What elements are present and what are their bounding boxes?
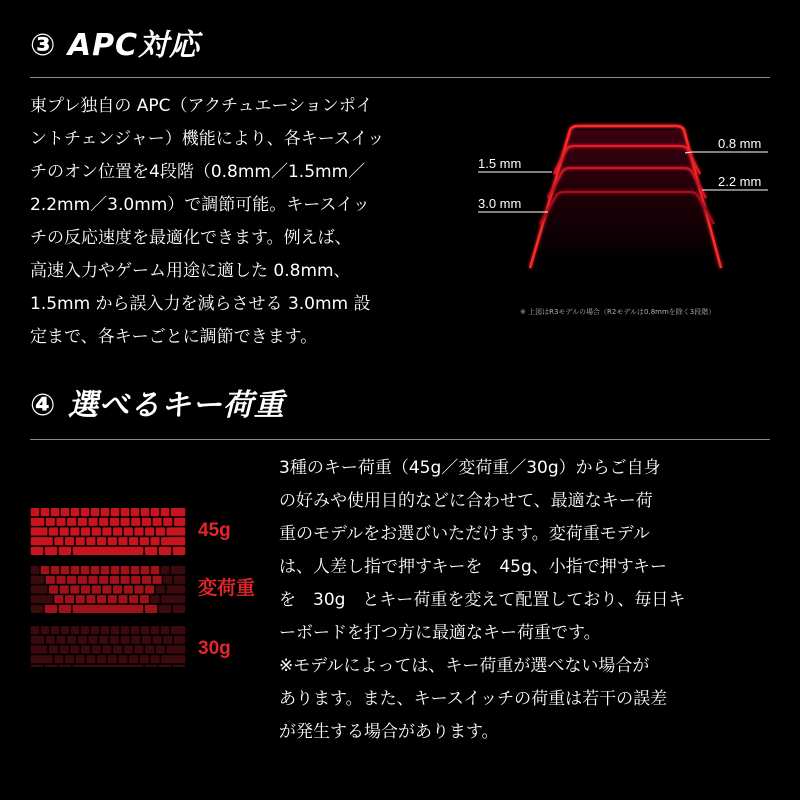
keycap: [81, 585, 90, 593]
keycap: [31, 585, 48, 593]
keycap: [41, 508, 50, 516]
keycap: [86, 595, 95, 603]
description-line: あります。また、キースイッチの荷重は若干の誤差: [279, 689, 668, 709]
keycap: [81, 566, 90, 574]
keycap: [46, 518, 55, 526]
keycap: [171, 566, 186, 574]
keycap: [101, 508, 110, 516]
description-line: の好みや使用目的などに合わせて、最適なキー荷: [279, 491, 653, 511]
keycap: [61, 508, 70, 516]
keycap: [49, 527, 58, 535]
keycap: [159, 665, 171, 667]
description-line: チの反応速度を最適化できます。例えば、: [30, 228, 352, 248]
keyboard-45g: [31, 508, 186, 555]
description-line: 3種のキー荷重（45g／変荷重／30g）からご自身: [279, 458, 661, 478]
section-4-divider: [30, 439, 770, 440]
keycap: [31, 645, 48, 653]
keycap: [161, 508, 170, 516]
keycap: [73, 605, 144, 613]
keycap: [51, 566, 60, 574]
keycap: [59, 605, 71, 613]
keycap: [171, 626, 186, 634]
keycap: [97, 537, 106, 545]
keycap: [150, 537, 159, 545]
keycap: [121, 636, 130, 644]
keycap: [70, 585, 79, 593]
keycap: [141, 508, 150, 516]
keycap: [31, 595, 53, 603]
keycap: [174, 636, 185, 644]
keycap: [92, 645, 101, 653]
keycap: [140, 595, 149, 603]
description-line: 東プレ独自の APC（アクチュエーションポイ: [30, 96, 373, 116]
keycap: [102, 585, 111, 593]
key-weight-keyboards: [30, 502, 265, 667]
keycap: [171, 508, 186, 516]
keycap: [131, 518, 140, 526]
keycap: [121, 508, 130, 516]
keycap: [81, 508, 90, 516]
keycap: [142, 518, 151, 526]
keycap: [88, 576, 97, 584]
description-line: ーボードを打つ方に最適なキー荷重です。: [279, 623, 601, 643]
keycap: [54, 655, 63, 663]
keycap: [61, 566, 70, 574]
keycap: [153, 636, 162, 644]
keycap: [131, 566, 140, 574]
keycap: [31, 566, 40, 574]
keycap: [113, 585, 122, 593]
keycap: [45, 547, 57, 555]
keycap: [166, 527, 185, 535]
keycap: [67, 636, 76, 644]
keycap: [110, 636, 119, 644]
keycap: [81, 645, 90, 653]
keycap: [88, 636, 97, 644]
keycap: [161, 626, 170, 634]
keycap: [51, 508, 60, 516]
keycap: [49, 585, 58, 593]
keycap: [173, 605, 185, 613]
keycap: [156, 527, 165, 535]
keycap: [101, 566, 110, 574]
keycap: [161, 655, 185, 663]
keyboard-variable-weight: [31, 566, 186, 613]
keycap: [110, 576, 119, 584]
keycap: [70, 645, 79, 653]
keycap: [145, 665, 157, 667]
keycap: [151, 566, 160, 574]
keycap: [142, 636, 151, 644]
keycap: [81, 527, 90, 535]
keycap: [97, 655, 106, 663]
keycap: [159, 605, 171, 613]
keycap: [131, 636, 140, 644]
description-line: は、人差し指で押すキーを 45g、小指で押すキー: [279, 557, 668, 577]
keycap: [45, 605, 57, 613]
description-line: が発生する場合があります。: [279, 722, 499, 742]
keycap: [60, 645, 69, 653]
keycap: [76, 537, 85, 545]
keycap: [163, 636, 172, 644]
label-1-5mm: 1.5 mm: [478, 156, 522, 171]
keycap: [140, 655, 149, 663]
section-4-heading: ④ 選べるキー荷重: [30, 388, 285, 423]
keycap: [31, 636, 44, 644]
keycap: [110, 518, 119, 526]
label-0-8mm: 0.8 mm: [718, 136, 762, 151]
keycap: [91, 626, 100, 634]
section-3-description: [30, 90, 450, 354]
keycap: [124, 585, 133, 593]
keycap: [113, 527, 122, 535]
section-3-divider: [30, 77, 770, 78]
keycap: [161, 595, 185, 603]
keycap: [31, 547, 43, 555]
keycap: [59, 665, 71, 667]
keycap: [134, 645, 143, 653]
keycap-shadow: [530, 130, 721, 268]
keycap: [54, 595, 63, 603]
keycap: [145, 645, 154, 653]
keycap: [71, 508, 80, 516]
keycap: [70, 527, 79, 535]
keycap: [163, 518, 172, 526]
keycap: [156, 645, 165, 653]
keycap: [113, 645, 122, 653]
keycap: [153, 576, 162, 584]
keycap: [67, 518, 76, 526]
keycap: [150, 655, 159, 663]
keycap: [31, 537, 53, 545]
keycap: [166, 585, 185, 593]
keycap: [124, 645, 133, 653]
keycap: [151, 508, 160, 516]
keycap: [31, 576, 44, 584]
keycap: [121, 626, 130, 634]
keycap: [121, 518, 130, 526]
keycap: [91, 508, 100, 516]
description-line: 2.2mm／3.0mm）で調節可能。キースイッ: [30, 195, 370, 215]
keycap: [76, 655, 85, 663]
keycap: [65, 595, 74, 603]
keycap: [134, 527, 143, 535]
keycap: [141, 566, 150, 574]
keycap: [41, 566, 50, 574]
keycap: [118, 537, 127, 545]
keycap: [73, 665, 144, 667]
keycap: [159, 547, 171, 555]
keycap: [173, 547, 185, 555]
label-3-0mm: 3.0 mm: [478, 196, 522, 211]
keycap: [91, 566, 100, 574]
description-line: 定まで、各キーごとに調節できます。: [30, 327, 318, 347]
keycap: [51, 626, 60, 634]
keycap: [141, 626, 150, 634]
keycap: [121, 566, 130, 574]
keycap: [78, 518, 87, 526]
keycap: [31, 605, 43, 613]
figure-note: ※ 上図はR3モデルの場合（R2モデルは0.8mmを除く3段階）: [520, 308, 716, 316]
keycap: [108, 595, 117, 603]
label-30g: 30g: [198, 638, 231, 659]
keycap: [142, 576, 151, 584]
keycap: [71, 626, 80, 634]
keycap: [31, 527, 48, 535]
keycap: [92, 527, 101, 535]
description-line: 重のモデルをお選びいただけます。変荷重モデル: [279, 524, 650, 544]
label-45g: 45g: [198, 520, 231, 541]
keycap: [174, 518, 185, 526]
keycap: [129, 595, 138, 603]
keycap: [153, 518, 162, 526]
description-line: チのオン位置を4段階（0.8mm／1.5mm／: [30, 162, 366, 182]
keycap: [31, 665, 43, 667]
keycap: [78, 576, 87, 584]
section-4-description: [279, 452, 779, 749]
keycap: [140, 537, 149, 545]
keycap: [56, 636, 65, 644]
keycap: [121, 576, 130, 584]
keycap: [99, 576, 108, 584]
keycap: [41, 626, 50, 634]
keycap: [111, 508, 120, 516]
keycap: [65, 537, 74, 545]
keycap: [88, 518, 97, 526]
keycap: [86, 655, 95, 663]
apc-actuation-diagram: [468, 118, 778, 318]
keycap: [78, 636, 87, 644]
keycap: [118, 655, 127, 663]
keycap: [60, 585, 69, 593]
keycap: [102, 645, 111, 653]
keycap: [65, 655, 74, 663]
keycap: [145, 547, 157, 555]
description-line: 高速入力やゲーム用途に適した 0.8mm、: [30, 261, 351, 281]
keycap: [76, 595, 85, 603]
keycap: [99, 518, 108, 526]
keycap: [59, 547, 71, 555]
keycap: [31, 508, 40, 516]
description-line: を 30g とキー荷重を変えて配置しており、毎日キ: [279, 590, 686, 610]
keycap: [124, 527, 133, 535]
keycap: [54, 537, 63, 545]
keycap: [49, 645, 58, 653]
keycap: [108, 655, 117, 663]
keyboard-30g: [31, 626, 186, 667]
keycap: [67, 576, 76, 584]
keycap: [163, 576, 172, 584]
keycap: [86, 537, 95, 545]
keycap: [150, 595, 159, 603]
keycap: [131, 508, 140, 516]
keycap: [174, 576, 185, 584]
keycap: [56, 518, 65, 526]
label-variable-weight: 変荷重: [198, 578, 256, 599]
keycap: [145, 605, 157, 613]
description-line: ※モデルによっては、キー荷重が選べない場合が: [279, 656, 650, 676]
keycap: [61, 626, 70, 634]
keycap: [73, 547, 144, 555]
keycap: [45, 665, 57, 667]
keycap: [31, 518, 44, 526]
keycap: [173, 665, 185, 667]
keycap: [151, 626, 160, 634]
keycap: [56, 576, 65, 584]
keycap: [129, 537, 138, 545]
keycap: [99, 636, 108, 644]
keycap: [145, 527, 154, 535]
keycap: [102, 527, 111, 535]
keycap: [81, 626, 90, 634]
keycap: [145, 585, 154, 593]
keycap: [31, 626, 40, 634]
keycap: [46, 576, 55, 584]
keycap: [60, 527, 69, 535]
keycap: [161, 566, 170, 574]
keycap: [46, 636, 55, 644]
keycap: [131, 626, 140, 634]
keycap: [71, 566, 80, 574]
keycap: [101, 626, 110, 634]
keycap: [166, 645, 185, 653]
label-2-2mm: 2.2 mm: [718, 174, 762, 189]
description-line: 1.5mm から誤入力を減らさせる 3.0mm 設: [30, 294, 371, 314]
description-line: ントチェンジャー）機能により、各キースイッ: [30, 129, 385, 149]
keycap: [111, 626, 120, 634]
keycap: [108, 537, 117, 545]
keycap: [161, 537, 185, 545]
keycap: [131, 576, 140, 584]
keycap: [118, 595, 127, 603]
keycap: [129, 655, 138, 663]
keycap: [31, 655, 53, 663]
keycap: [134, 585, 143, 593]
keycap: [97, 595, 106, 603]
section-3-heading: ③ APC対応: [30, 28, 201, 63]
keycap: [111, 566, 120, 574]
keycap: [92, 585, 101, 593]
keycap: [156, 585, 165, 593]
